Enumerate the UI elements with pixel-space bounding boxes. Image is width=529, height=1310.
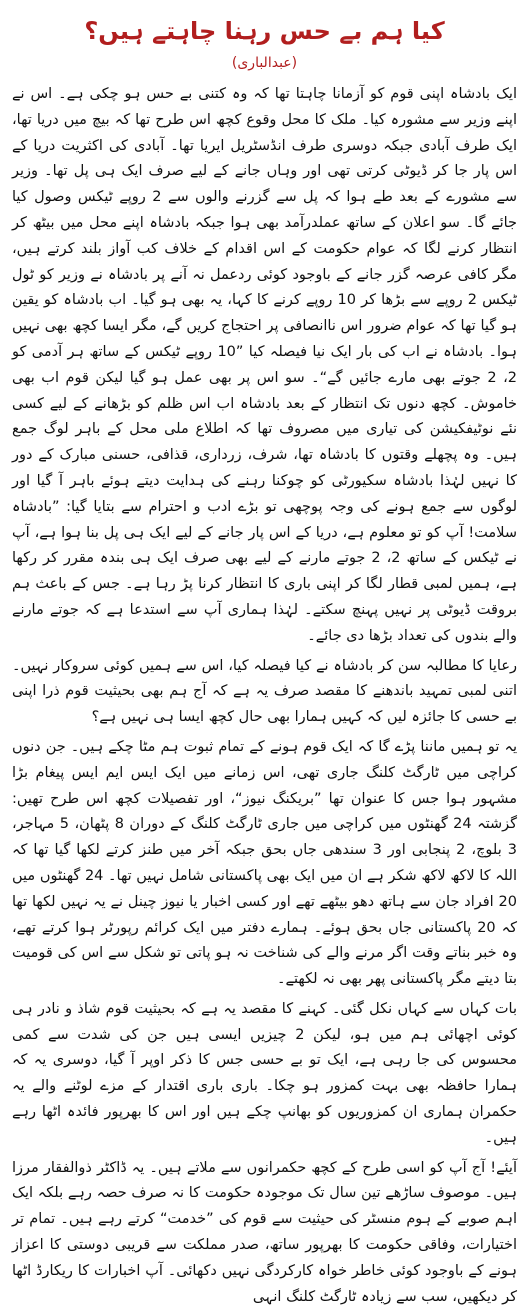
article-paragraph: ایک بادشاہ اپنی قوم کو آزمانا چاہتا تھا کہ وہ کتنی بے حس ہو چکی ہے۔ اس نے اپنے وزیر سے مشورہ کیا۔ ملک کا محل وقوع کچھ اس طرح تھا کہ بیچ میں دریا تھا، ایک طرف آبادی جبکہ دوسری طرف انڈسٹریل ایریا تھا۔ آبادی کی اکثریت دریا کے اس پار جا کر ڈیوٹی کرتی تھی اور وہاں جانے کے لیے صرف ایک ہی پل تھا۔ وزیر سے مشورے کے بعد طے ہوا کہ پل سے گزرنے والوں سے 2 روپے ٹیکس وصول کیا جائے گا۔ سو اعلان کے ساتھ عملدرآمد بھی ہوا جبکہ بادشاہ اپنے محل میں بیٹھ کر انتظار کرنے لگا کہ عوام حکومت کے اس اقدام کے خلاف کب آواز بلند کرتے ہیں، مگر کافی عرصہ گزر جانے کے باوجود کوئی ردعمل نہ آنے پر بادشاہ نے وزیر کو ٹول ٹیکس 2 روپے سے بڑھا کر 10 روپے کرنے کا کہا، یہ بھی ہو گیا۔ اب بادشاہ کو یقین ہو گیا تھا کہ عوام ضرور اس ناانصافی پر احتجاج کریں گے، مگر ایسا کچھ بھی نہیں ہوا۔ بادشاہ نے اب کی بار ایک نیا فیصلہ کیا ”10 روپے ٹیکس کے ساتھ ہر آدمی کو 2، 2 جوتے بھی مارے جائیں گے“۔ سو اس پر بھی عمل ہو گیا لیکن قوم اب بھی خاموش۔ کچھ دنوں تک انتظار کے بعد بادشاہ اب اس ظلم کو بڑھانے کے لیے کسی نئے نوٹیفکیشن کی تیاری میں مصروف تھا کہ اطلاع ملی محل کے باہر لوگ جمع ہیں۔ وہ پچھلے وقتوں کا بادشاہ تھا، شرف، زرداری، قذافی، حسنی مبارک کے دور کا نہیں لہٰذا بادشاہ سکیورٹی کو چوکنا رہنے کی ہدایت دیتے ہوئے باہر آ گیا اور لوگوں سے جمع ہونے کی وجہ پوچھی تو بڑے ادب و احترام سے بتایا گیا: ”بادشاہ سلامت! آپ کو تو معلوم ہے، دریا کے اس پار جانے کے لیے ایک ہی پل بنا ہوا ہے، آپ نے ٹیکس کے ساتھ 2، 2 جوتے مارنے کے لیے بھی صرف ایک ہی بندہ مقرر کر رکھا ہے، ہمیں لمبی قطار لگا کر اپنی باری کا انتظار کرنا پڑ رہا ہے۔ جس کے باعث ہم بروقت ڈیوٹی پر نہیں پہنچ سکتے۔ لہٰذا ہماری آپ سے استدعا ہے کہ جوتے مارنے والے بندوں کی تعداد بڑھا دی جائے۔: [12, 86, 518, 644]
article-paragraph: یہ تو ہمیں ماننا پڑے گا کہ ایک قوم ہونے کے تمام ثبوت ہم مٹا چکے ہیں۔ جن دنوں کراچی میں ٹارگٹ کلنگ جاری تھی، اس زمانے میں ایک ایس ایم ایس پیغام بڑا مشہور ہوا جس کا عنوان تھا ”بریکنگ نیوز“، اور تفصیلات کچھ اس طرح تھیں: گزشتہ 24 گھنٹوں میں کراچی میں جاری ٹارگٹ کلنگ کے دوران 8 پٹھان، 5 مہاجر، 3 بلوچ، 2 پنجابی اور 3 سندھی جاں بحق جبکہ آخر میں طنز کرتے لکھا گیا تھا کہ اللہ کا لاکھ لاکھ شکر ہے ان میں ایک بھی پاکستانی شامل نہیں تھا۔ 24 گھنٹوں میں 20 افراد جان سے ہاتھ دھو بیٹھے تھے اور کسی اخبار یا نیوز چینل نے یہ نہیں لکھا تھا کہ 20 پاکستانی جاں بحق ہوئے۔ ہمارے دفتر میں ایک کرائم رپورٹر ہوا کرتے تھے، وہ خبر بناتے وقت اگر مرنے والے کی شناخت نہ ہو پاتی تو شکل سے اس کی قومیت بتا دیتے مگر پاکستانی پھر بھی نہ لکھتے۔: [12, 738, 517, 988]
article-byline: (عبدالباری): [231, 55, 298, 71]
article-paragraph: آیئے! آج آپ کو اسی طرح کے کچھ حکمرانوں سے ملاتے ہیں۔ یہ ڈاکٹر ذوالفقار مرزا ہیں۔ موصوف ساڑھے تین سال تک موجودہ حکومت کا نہ صرف حصہ رہے بلکہ ایک اہم صوبے کے ہوم منسٹر کی حیثیت سے قوم کی ”خدمت“ کرتے رہے ہیں۔ تمام تر اختیارات، وفاقی حکومت کا بھرپور ساتھ، صدر مملکت سے قریبی دوستی کا اعزاز ہونے کے باوجود کوئی خاطر خواہ کارکردگی نہیں دکھائی۔ آپ اخبارات کا ریکارڈ اٹھا کر دیکھیں، سب سے زیادہ ٹارگٹ کلنگ انہی: [12, 1159, 517, 1305]
article-page: [0, 14, 529, 1305]
article-paragraph: بات کہاں سے کہاں نکل گئی۔ کہنے کا مقصد یہ ہے کہ بحیثیت قوم شاذ و نادر ہی کوئی اچھائی ہم میں ہو، لیکن 2 چیزیں ایسی ہیں جن کی شدت سے کمی محسوس کی جا رہی ہے، ایک تو بے حسی جس کا ذکر اوپر آ گیا، دوسری یہ کہ ہمارا حافظہ بھی بہت کمزور ہو چکا۔ باری باری اقتدار کے مزے لوٹنے والے یہ حکمران ہماری ان کمزوریوں کو بھانپ چکے ہیں اور اس کا بھرپور فائدہ اٹھا رہے ہیں۔: [12, 1000, 518, 1146]
article-paragraph: رعایا کا مطالبہ سن کر بادشاہ نے کیا فیصلہ کیا، اس سے ہمیں کوئی سروکار نہیں۔ اتنی لمبی تمہید باندھنے کا مقصد صرف یہ ہے کہ آج ہم بھی بحیثیت قوم ذرا اپنی بے حسی کا جائزہ لیں کہ کہیں ہمارا بھی حال کچھ ایسا ہی نہیں ہے؟: [12, 657, 517, 726]
article-title: کیا ہم بے حس رہنا چاہتے ہیں؟: [84, 17, 445, 45]
